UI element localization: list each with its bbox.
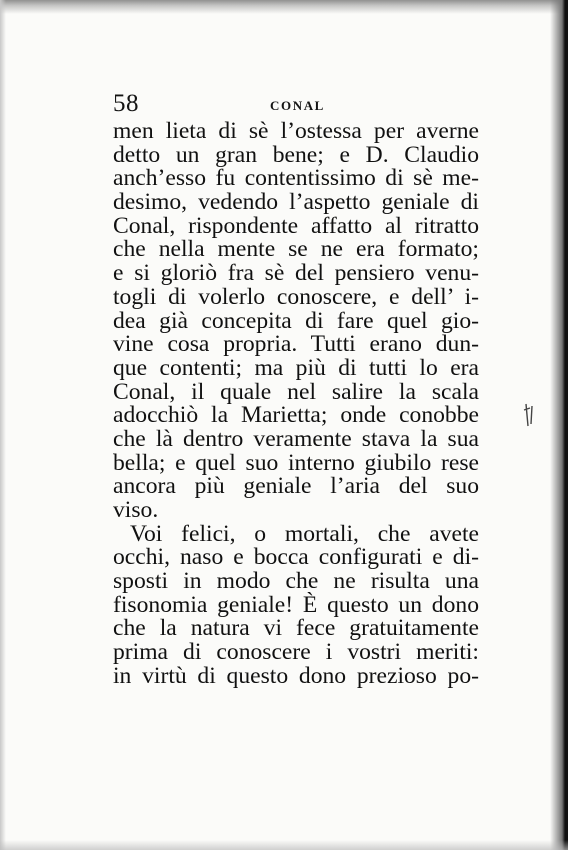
text-line: men lieta di sè l’ostessa per averne bbox=[113, 118, 479, 144]
running-head: CONAL bbox=[270, 98, 325, 113]
text-line: e si gloriò fra sè del pensiero venu- bbox=[113, 260, 479, 287]
text-line: sposti in modo che ne risulta una bbox=[113, 568, 479, 595]
text-line: prima di conoscere i vostri meriti: bbox=[113, 639, 479, 666]
paragraph-first-line: Voi felici, o mortali, che avete bbox=[130, 520, 479, 547]
text-line: Conal, rispondente affatto al ritratto bbox=[113, 212, 479, 239]
text-line: fisonomia geniale! È questo un dono bbox=[113, 591, 479, 618]
scan-edge-left bbox=[0, 0, 6, 850]
text-line: vine cosa propria. Tutti erano dun- bbox=[113, 331, 479, 358]
text-line: che la natura vi fece gratuitamente bbox=[113, 615, 479, 642]
text-line: ancora più geniale l’aria del suo bbox=[113, 473, 479, 500]
text-line: in virtù di questo dono prezioso po- bbox=[113, 662, 479, 689]
text-line: occhi, naso e bocca configurati e di- bbox=[113, 544, 479, 571]
text-line: togli di volerlo conoscere, e dell’ i- bbox=[113, 283, 479, 310]
body-text bbox=[113, 120, 479, 689]
text-line: que contenti; ma più di tutti lo era bbox=[113, 354, 479, 381]
page-header bbox=[113, 90, 483, 120]
scan-edge-top bbox=[0, 0, 568, 14]
paragraph-end-line: viso. bbox=[113, 497, 159, 523]
text-line: che nella mente se ne era formato; bbox=[113, 236, 479, 263]
text-line: Conal, il quale nel salire la scala bbox=[113, 378, 479, 405]
text-line: dea già concepita di fare quel gio- bbox=[113, 307, 479, 334]
text-line: adocchiò la Marietta; onde conobbe bbox=[113, 402, 479, 429]
scan-edge-bottom bbox=[0, 840, 568, 850]
page-number: 58 bbox=[113, 90, 139, 117]
text-line: desimo, vedendo l’aspetto geniale di bbox=[113, 189, 479, 216]
text-line: che là dentro veramente stava la sua bbox=[113, 425, 479, 452]
margin-mark bbox=[522, 402, 546, 428]
scan-edge-right bbox=[550, 0, 568, 850]
text-line: anch’esso fu contentissimo di sè me- bbox=[113, 165, 479, 192]
text-line: bella; e quel suo interno giubilo rese bbox=[113, 449, 479, 476]
text-line: detto un gran bene; e D. Claudio bbox=[113, 141, 479, 168]
